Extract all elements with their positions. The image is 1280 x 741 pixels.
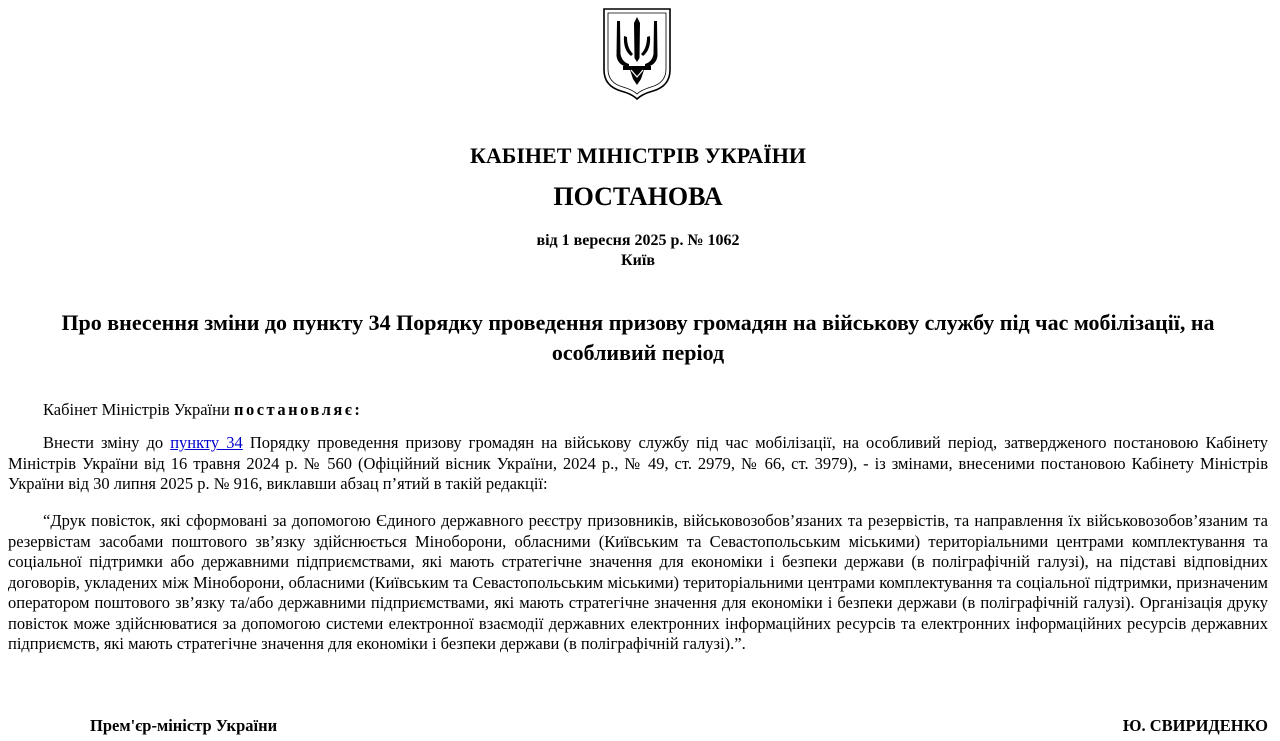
document-date-number: від 1 вересня 2025 р. № 1062 [536,232,740,249]
organization-title: КАБІНЕТ МІНІСТРІВ УКРАЇНИ [469,143,807,168]
coat-of-arms-icon [601,6,673,101]
point-34-link[interactable]: пункту 34 [170,433,243,452]
amendment-text-after-link: Порядку проведення призову громадян на військову службу під час мобілізації, на особливий період, затвердженого постановою Кабінету Міністрів України від 16 травня 2024 р. № 560 (Офіційний вісник України, 2024 р., № 49, ст. 2979, № 66, ст. 3979), - із змінами, внесеними постановою Кабінету Міністрів України від 30 липня 2025 р. № 916, виклавши абзац п’ятий в такій редакції: [8,433,1268,493]
signatory-name: Ю. СВИРИДЕНКО [1122,716,1268,735]
amendment-paragraph [8,433,1268,495]
document-subject-title: Про внесення зміни до пункту 34 Порядку проведення призову громадян на військову службу під час мобілізації, на особливий період [61,310,1215,365]
signatory-title: Прем'єр-міністр України [90,716,278,735]
resolves-paragraph [8,400,1268,421]
document-type-title: ПОСТАНОВА [553,182,723,211]
resolves-prefix: Кабінет Міністрів України [43,400,234,419]
amendment-text-before-link: Внести зміну до [43,433,171,452]
resolves-keyword: постановляє: [233,400,363,419]
quoted-new-wording-paragraph: “Друк повісток, які сформовані за допомогою Єдиного державного реєстру призовників, військовозобов’язаних та резервістів, та направлення їх військовозобов’язаним та резервістам засобами поштового зв’язку здійснюється Міноборони, обласними (Київським та Севастопольським міськими) територіальними центрами комплектування та соціальної підтримки або державними підприємствами, які мають стратегічне значення для економіки і безпеки держави (в поліграфічній галузі), на підставі відповідних договорів, укладених між Міноборони, обласними (Київським та Севастопольським міськими) територіальними центрами комплектування та соціальної підтримки, призначеним оператором поштового зв’язку та/або державними підприємствами, які мають стратегічне значення для економіки і безпеки держави (в поліграфічній галузі). Організація друку повісток може здійснюватися за допомогою системи електронної взаємодії державних електронних інформаційних ресурсів та електронних інформаційних ресурсів державних підприємств, які мають стратегічне значення для економіки і безпеки держави (в поліграфічній галузі).”. [8,511,1268,653]
document-place: Київ [621,252,655,269]
